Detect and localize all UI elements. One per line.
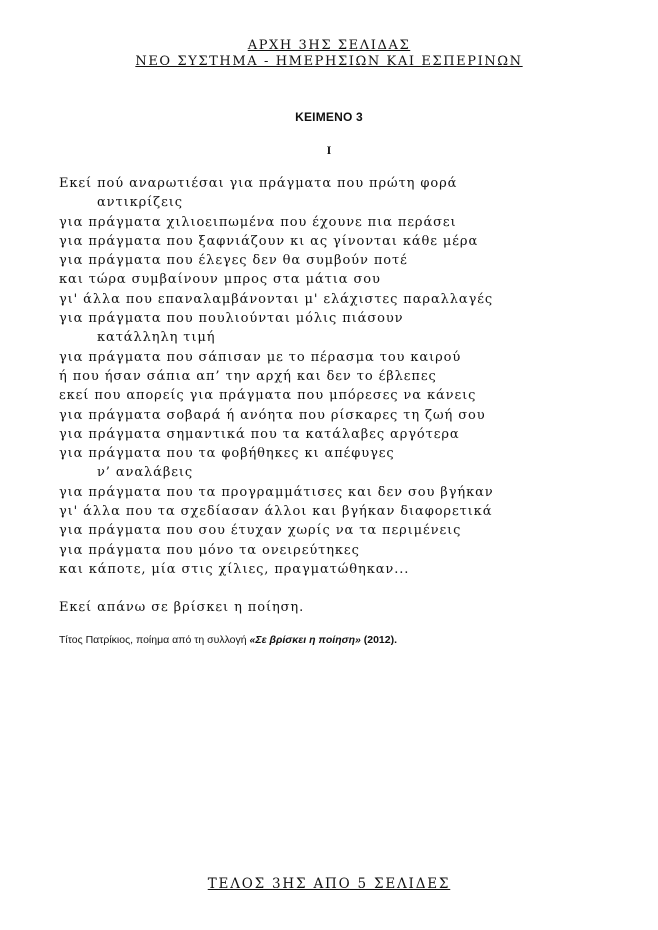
- poem-body: [59, 174, 619, 579]
- section-number: I: [326, 143, 332, 157]
- poem-line: ή που ήσαν σάπια απ’ την αρχή και δεν το έβλεπες: [59, 368, 437, 384]
- poem-line-continuation: αντικρίζεις: [97, 195, 183, 211]
- poem-line: για πράγματα που σάπισαν με το πέρασμα του καιρού: [59, 349, 462, 365]
- poem-line: για πράγματα που σου έτυχαν χωρίς να τα περιμένεις: [59, 523, 462, 539]
- text-title: ΚΕΙΜΕΝΟ 3: [295, 110, 363, 124]
- poem-closing-line: Εκεί απάνω σε βρίσκει η ποίηση.: [59, 600, 305, 615]
- citation-year: (2012).: [360, 634, 398, 646]
- page-footer: ΤΕΛΟΣ 3ΗΣ ΑΠΟ 5 ΣΕΛΙΔΕΣ: [207, 876, 451, 892]
- poem-line: για πράγματα που τα προγραμμάτισες και δεν σου βγήκαν: [59, 484, 494, 500]
- poem-line: Εκεί πού αναρωτιέσαι για πράγματα που πρώτη φορά: [59, 176, 458, 191]
- poem-line: για πράγματα που πουλιούνται μόλις πιάσουν: [59, 311, 404, 327]
- poem-line: για πράγματα σοβαρά ή ανόητα που ρίσκαρες τη ζωή σου: [59, 407, 486, 423]
- poem-line-continuation: κατάλληλη τιμή: [97, 330, 216, 346]
- source-citation: [59, 634, 397, 646]
- poem-line: για πράγματα σημαντικά που τα κατάλαβες αργότερα: [59, 426, 460, 442]
- poem-line: για πράγματα που μόνο τα ονειρεύτηκες: [59, 542, 360, 558]
- poem-line: γι' άλλα που τα σχεδίασαν άλλοι και βγήκαν διαφορετικά: [59, 504, 493, 520]
- poem-line: για πράγματα που ξαφνιάζουν κι ας γίνονται κάθε μέρα: [59, 233, 479, 249]
- citation-book-title: «Σε βρίσκει η ποίηση»: [249, 634, 361, 646]
- poem-line: για πράγματα χιλιοειπωμένα που έχουνε πια περάσει: [59, 214, 457, 230]
- poem-line: και κάποτε, μία στις χίλιες, πραγματώθηκαν...: [59, 561, 410, 577]
- poem-line: και τώρα συμβαίνουν μπρος στα μάτια σου: [59, 272, 381, 288]
- page-header-line2: ΝΕΟ ΣΥΣΤΗΜΑ - ΗΜΕΡΗΣΙΩΝ ΚΑΙ ΕΣΠΕΡΙΝΩΝ: [135, 54, 523, 69]
- poem-line: εκεί που απορείς για πράγματα που μπόρεσες να κάνεις: [59, 388, 477, 404]
- poem-line: για πράγματα που έλεγες δεν θα συμβούν ποτέ: [59, 253, 408, 269]
- page-header-line1: ΑΡΧΗ 3ΗΣ ΣΕΛΙΔΑΣ: [247, 38, 411, 53]
- poem-line: γι' άλλα που επαναλαμβάνονται μ' ελάχιστες παραλλαγές: [59, 291, 494, 307]
- poem-line: για πράγματα που τα φοβήθηκες κι απέφυγες: [59, 446, 395, 462]
- citation-author: Τίτος Πατρίκιος, ποίημα από τη συλλογή: [59, 634, 250, 646]
- poem-line-continuation: ν’ αναλάβεις: [97, 465, 194, 481]
